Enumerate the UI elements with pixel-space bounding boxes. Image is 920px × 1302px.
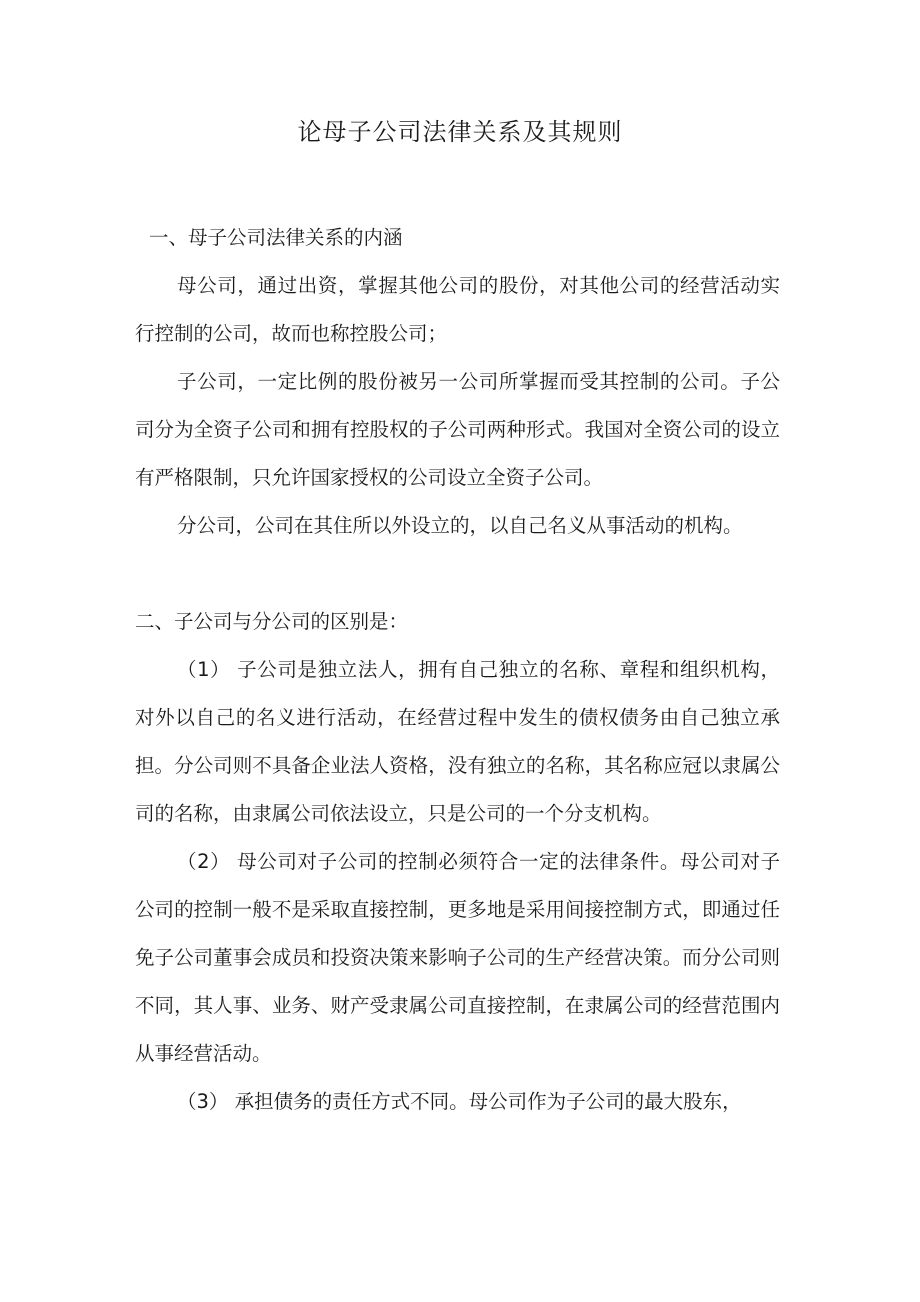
section-1-paragraph-1: 母公司，通过出资，掌握其他公司的股份，对其他公司的经营活动实行控制的公司，故而也称控股公司； bbox=[135, 274, 780, 345]
section-2-heading: 二、子公司与分公司的区别是： bbox=[135, 610, 409, 633]
section-gap bbox=[135, 550, 780, 598]
section-2-paragraph-3: （3） 承担债务的责任方式不同。母公司作为子公司的最大股东， bbox=[177, 1090, 742, 1113]
section-1-paragraph-3: 分公司，公司在其住所以外设立的，以自己名义从事活动的机构。 bbox=[177, 514, 743, 537]
section-2-paragraph-2: （2） 母公司对子公司的控制必须符合一定的法律条件。母公司对子公司的控制一般不是采取直接控制，更多地是采用间接控制方式，即通过任免子公司董事会成员和投资决策来影响子公司的生产经营决策。而分公司则不同，其人事、业务、财产受隶属公司直接控制，在隶属公司的经营范围内从事经营活动。 bbox=[135, 850, 780, 1065]
document-body bbox=[135, 214, 780, 1126]
section-1-heading: 一、母子公司法律关系的内涵 bbox=[149, 226, 403, 249]
section-2-paragraph-1: （1） 子公司是独立法人，拥有自己独立的名称、章程和组织机构，对外以自己的名义进行活动，在经营过程中发生的债权债务由自己独立承担。分公司则不具备企业法人资格，没有独立的名称，其名称应冠以隶属公司的名称，由隶属公司依法设立，只是公司的一个分支机构。 bbox=[135, 658, 780, 825]
document-title: 论母子公司法律关系及其规则 bbox=[297, 118, 623, 146]
section-1-paragraph-2: 子公司，一定比例的股份被另一公司所掌握而受其控制的公司。子公司分为全资子公司和拥有控股权的子公司两种形式。我国对全资公司的设立有严格限制，只允许国家授权的公司设立全资子公司。 bbox=[135, 370, 780, 489]
